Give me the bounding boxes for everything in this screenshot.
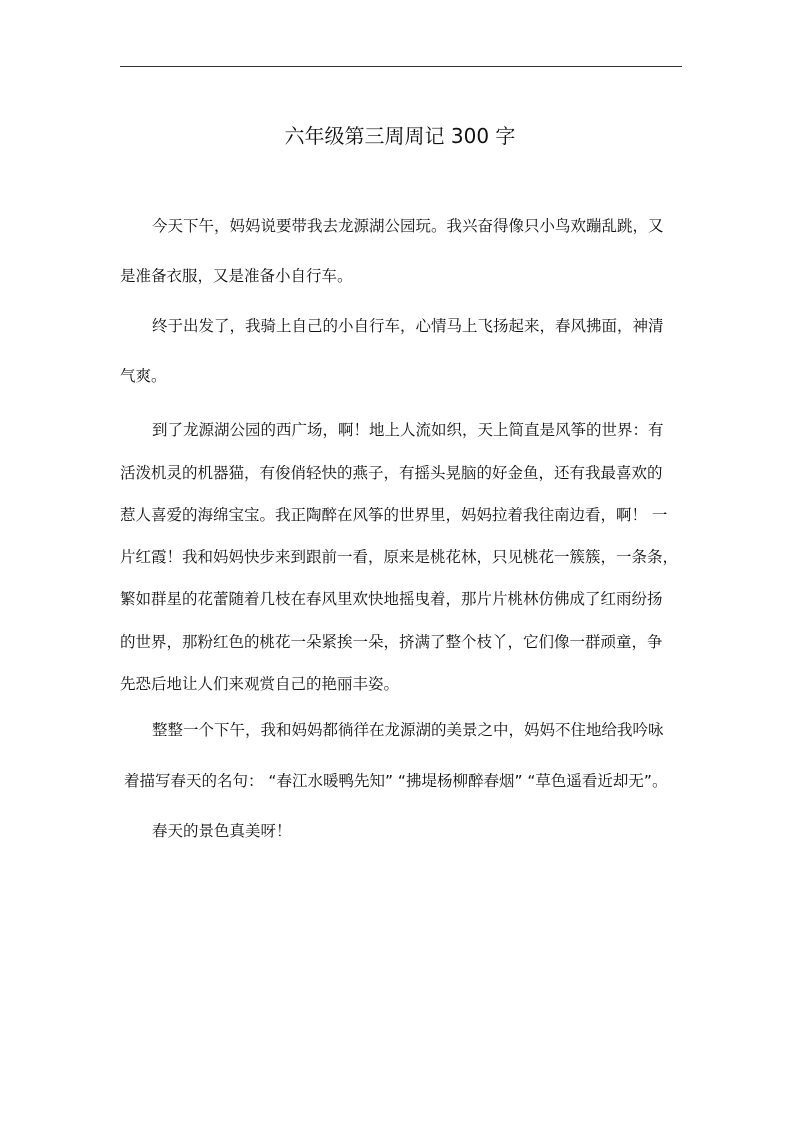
body-line: 着描写春天的名句： “春江水暖鸭先知” “拂堤杨柳醉春烟” “草色遥看近却无”。 xyxy=(124,772,668,790)
body-line: 片红霞！我和妈妈快步来到跟前一看，原来是桃花林，只见桃花一簇簇，一条条， xyxy=(120,548,679,566)
body-line: 是准备衣服，又是准备小自行车。 xyxy=(120,267,353,285)
body-line: 春天的景色真美呀！ xyxy=(152,822,292,840)
body-line: 惹人喜爱的海绵宝宝。我正陶醉在风筝的世界里，妈妈拉着我往南边看，啊！ 一 xyxy=(120,506,668,524)
body-line: 到了龙源湖公园的西广场，啊！地上人流如织，天上简直是风筝的世界：有 xyxy=(152,421,664,439)
body-line: 先恐后地让人们来观赏自己的艳丽丰姿。 xyxy=(120,675,400,693)
body-line: 气爽。 xyxy=(120,367,167,385)
document-title: 六年级第三周周记 300 字 xyxy=(284,124,516,148)
body-line: 的世界，那粉红色的桃花一朵紧挨一朵，挤满了整个枝丫，它们像一群顽童，争 xyxy=(120,633,663,651)
body-line: 终于出发了，我骑上自己的小自行车，心情马上飞扬起来，春风拂面，神清 xyxy=(152,317,664,335)
header-rule xyxy=(120,66,682,67)
body-line: 活泼机灵的机器猫，有俊俏轻快的燕子，有摇头晃脑的好金鱼，还有我最喜欢的 xyxy=(120,464,663,482)
body-line: 繁如群星的花蕾随着几枝在春风里欢快地摇曳着，那片片桃林仿佛成了红雨纷扬 xyxy=(120,590,663,608)
body-line: 今天下午，妈妈说要带我去龙源湖公园玩。我兴奋得像只小鸟欢蹦乱跳，又 xyxy=(152,217,664,235)
body-line: 整整一个下午，我和妈妈都徜徉在龙源湖的美景之中，妈妈不住地给我吟咏 xyxy=(152,721,664,739)
